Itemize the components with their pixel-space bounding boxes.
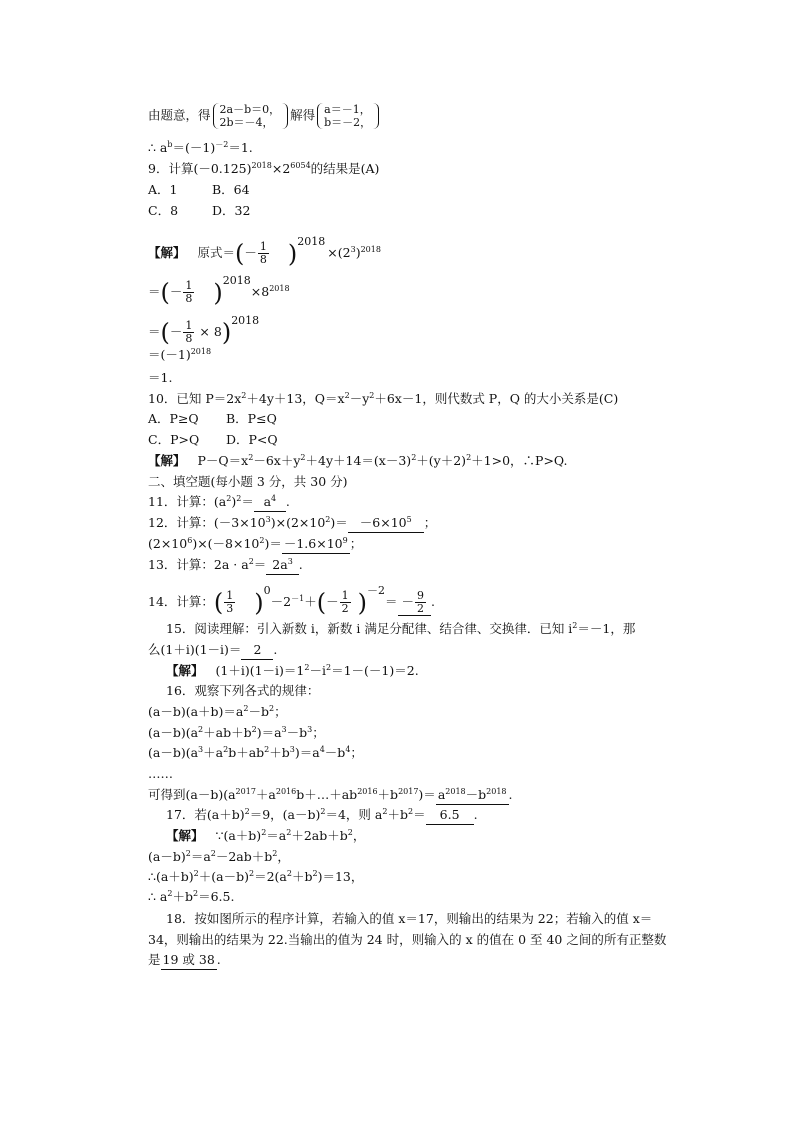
q9-options-cd: C．8 D．32: [148, 203, 251, 218]
question-18-line2: 34，则输出的结果为 22.当输出的值为 24 时，则输入的 x 的值在 0 至 40 之间的所有正整数: [148, 932, 667, 947]
answer-blank: $2a^3$: [266, 556, 299, 575]
question-15-cont: 么(1＋i)(1－i)＝ 2 .: [148, 641, 277, 660]
q16-conclusion: 可得到$(a-b)(a^{2017}+a^{2016}b+\dots+ab^{2016}+b^{2017})= a^{2018}-b^{2018}$ .: [148, 786, 512, 805]
question-12-part2: $(2\times 10^6)\times(-8\times 10^2)= -1.6\times 10^9$ ；: [148, 535, 362, 554]
q16-dots: ……: [148, 766, 173, 781]
q16-eq2: $(a-b)(a^2+ab+b^2)=a^3-b^3$；: [148, 724, 325, 740]
question-17: 17．若$(a+b)^2=9$，$(a-b)^2=4$，则 $a^2+b^2= 6.5$ .: [166, 806, 478, 825]
q10-options-cd: C．P>Q D．P<Q: [148, 432, 278, 447]
question-9: 9．计算$(-0.125)^{2018}\times 2^{6054}$的结果是(A): [148, 160, 380, 176]
q9-solution-line3: ＝(－ $\frac{1}{8}$ × 8)2018: [148, 314, 260, 347]
q9-solution-line1: 【解】 原式＝(－ $\frac{1}{8}$ )$2018\times(2^3)^{2018}$: [148, 235, 381, 268]
q17-solution-line2: $(a-b)^2=a^2-2ab+b^2$，: [148, 848, 290, 864]
question-16: 16．观察下列各式的规律：: [166, 683, 320, 698]
q16-eq3: $(a-b)(a^3+a^2b+ab^2+b^3)=a^4-b^4$；: [148, 744, 363, 760]
answer-blank: $-1.6\times 10^9$: [282, 535, 350, 554]
question-15: 15．阅读理解：引入新数 i，新数 i 满足分配律、结合律、交换律．已知 $i^2=-1$，那: [166, 620, 636, 636]
question-11: 11．计算：$(a^2)^2= a^4$ .: [148, 493, 290, 512]
question-14: 14．计算：( $\frac{1}{3}$ )$0-2^{-1}+(-$ $\frac{1}{2}$ )－2＝ － $\frac{9}{2}$ .: [148, 584, 435, 617]
answer-blank: 2: [241, 641, 273, 660]
q9-solution-line5: ＝1.: [148, 370, 173, 385]
question-18-line3: 是 19 或 38 .: [148, 951, 221, 970]
line-system: 由题意，得 2a－b＝0， 2b＝－4， 解得 a＝－1， b＝－2，: [148, 103, 381, 129]
question-10: 10．已知 $P=2x^2+4y+13$，$Q=x^2-y^2+6x-1$，则代数式 P，Q 的大小关系是(C): [148, 390, 619, 406]
q9-options-ab: A．1 B．64: [148, 182, 250, 197]
q10-solution: 【解】 $P-Q=x^2-6x+y^2+4y+14=(x-3)^2+(y+2)^2+1>0$，∴P>Q.: [148, 452, 568, 468]
answer-blank: $a^{2018}-b^{2018}$: [436, 786, 509, 805]
left-brace: a＝－1， b＝－2，: [317, 103, 371, 129]
q17-solution-line1: 【解】 $\because(a+b)^2=a^2+2ab+b^2$，: [166, 827, 366, 843]
question-12: 12．计算：$(-3\times 10^3)\times(2\times 10^2)= -6\times 10^5$ ；: [148, 514, 436, 533]
q16-eq1: $(a-b)(a+b)=a^2-b^2$；: [148, 703, 287, 719]
answer-blank: $-6\times 10^5$: [348, 514, 424, 533]
question-13: 13．计算：$2a \cdot a^2= 2a^3$ .: [148, 556, 303, 575]
section-2-heading: 二、填空题(每小题 3 分，共 30 分): [148, 474, 348, 489]
answer-blank: 6.5: [426, 806, 474, 825]
line-result: ∴ $a^b=(-1)^{-2}=1$.: [148, 139, 253, 155]
q9-solution-line4: $=(-1)^{2018}$: [148, 346, 212, 362]
left-brace: 2a－b＝0， 2b＝－4，: [213, 103, 281, 129]
answer-blank: － $\frac{9}{2}$: [398, 590, 432, 616]
q10-options-ab: A．P≥Q B．P≤Q: [148, 411, 277, 426]
answer-blank: $a^4$: [254, 493, 286, 512]
q17-solution-line4: ∴ $a^2+b^2=6.5$.: [148, 888, 235, 904]
q15-solution: 【解】 $(1+i)(1-i)=1^2-i^2=1-(-1)=2$.: [166, 662, 419, 678]
q9-solution-line2: ＝(－ $\frac{1}{8}$ )$2018\times 8^{2018}$: [148, 274, 290, 307]
answer-blank: 19 或 38: [161, 951, 217, 970]
q17-solution-line3: $\therefore(a+b)^2+(a-b)^2=2(a^2+b^2)=13$，: [148, 868, 364, 884]
question-18: 18．按如图所示的程序计算，若输入的值 x＝17，则输出的结果为 22；若输入的值 x＝: [166, 911, 653, 926]
